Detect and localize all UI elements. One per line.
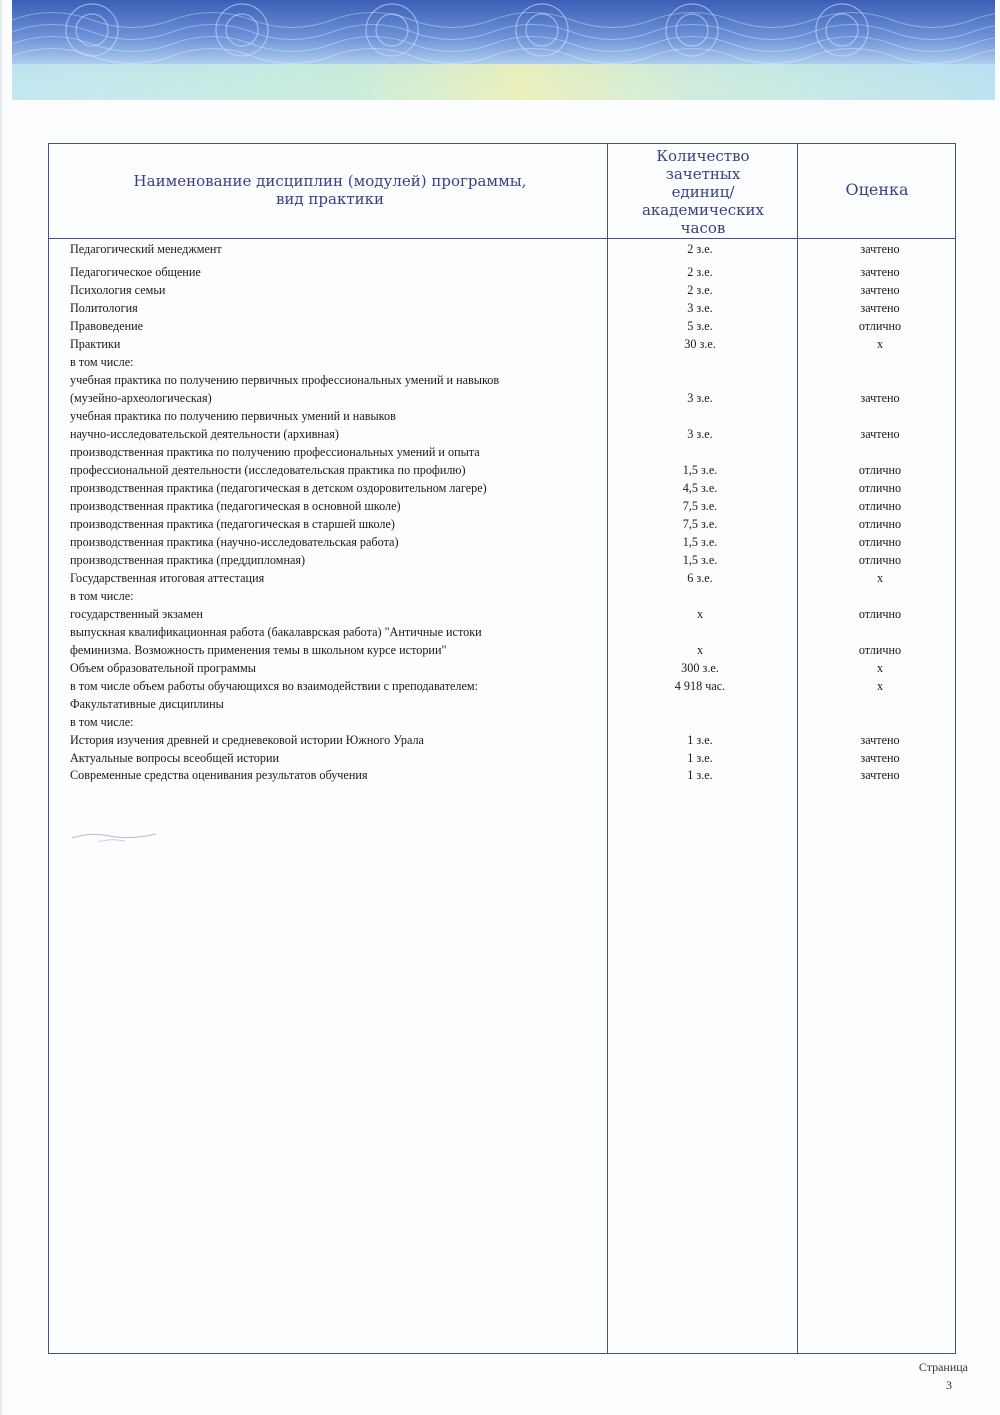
row-grade: зачтено bbox=[860, 427, 900, 441]
table-row bbox=[0, 750, 1000, 768]
table-row bbox=[0, 354, 1000, 372]
row-credits: 1,5 з.е. bbox=[682, 553, 718, 567]
table-row bbox=[0, 767, 1000, 785]
row-name: в том числе: bbox=[70, 589, 134, 603]
row-credits: 7,5 з.е. bbox=[682, 499, 718, 513]
row-name: Современные средства оценивания результатов обучения bbox=[70, 768, 368, 782]
row-name: выпускная квалификационная работа (бакалаврская работа) "Античные истоки bbox=[70, 625, 482, 639]
table-row bbox=[0, 696, 1000, 714]
row-name: в том числе: bbox=[70, 715, 134, 729]
row-name: производственная практика (педагогическая в детском оздоровительном лагере) bbox=[70, 481, 487, 495]
row-grade: х bbox=[876, 661, 884, 675]
row-name: Актуальные вопросы всеобщей истории bbox=[70, 751, 280, 765]
row-name: в том числе объем работы обучающихся во взаимодействии с преподавателем: bbox=[70, 679, 478, 693]
row-name: Практики bbox=[70, 337, 121, 351]
row-name: государственный экзамен bbox=[70, 607, 203, 621]
table-row bbox=[0, 552, 1000, 570]
row-credits: 6 з.е. bbox=[687, 571, 713, 585]
pen-mark bbox=[70, 826, 160, 846]
row-name: учебная практика по получению первичных умений и навыков bbox=[70, 409, 396, 423]
table-row bbox=[0, 498, 1000, 516]
row-credits: 1,5 з.е. bbox=[682, 463, 718, 477]
page-number: 3 bbox=[946, 1378, 952, 1392]
row-name: научно-исследовательской деятельности (архивная) bbox=[70, 427, 339, 441]
row-name: производственная практика (педагогическая в старшей школе) bbox=[70, 517, 395, 531]
row-name: Правоведение bbox=[70, 319, 144, 333]
row-credits: 3 з.е. bbox=[687, 301, 713, 315]
row-grade: отлично bbox=[858, 499, 902, 513]
row-grade: отлично bbox=[858, 553, 902, 567]
row-name: Педагогический менеджмент bbox=[70, 242, 222, 256]
table-row bbox=[0, 660, 1000, 678]
row-credits: 5 з.е. bbox=[687, 319, 713, 333]
table-row bbox=[0, 462, 1000, 480]
row-name: (музейно-археологическая) bbox=[70, 391, 212, 405]
row-credits: 2 з.е. bbox=[687, 242, 713, 256]
row-name: Педагогическое общение bbox=[70, 265, 201, 279]
row-credits: х bbox=[696, 607, 704, 621]
row-grade: зачтено bbox=[860, 265, 900, 279]
row-credits: х bbox=[696, 643, 704, 657]
security-banner bbox=[12, 0, 995, 100]
table-row bbox=[0, 426, 1000, 444]
row-name: производственная практика (педагогическая в основной школе) bbox=[70, 499, 401, 513]
row-name: Политология bbox=[70, 301, 138, 315]
table-row bbox=[0, 570, 1000, 588]
row-credits: 4,5 з.е. bbox=[682, 481, 718, 495]
row-name: Психология семьи bbox=[70, 283, 166, 297]
row-credits: 7,5 з.е. bbox=[682, 517, 718, 531]
row-credits: 1 з.е. bbox=[687, 768, 713, 782]
table-row bbox=[0, 732, 1000, 750]
table-row bbox=[0, 300, 1000, 318]
header-divider bbox=[48, 238, 956, 239]
row-credits: 30 з.е. bbox=[684, 337, 716, 351]
row-name: производственная практика (научно-исследовательская работа) bbox=[70, 535, 399, 549]
table-row bbox=[0, 678, 1000, 696]
row-credits: 2 з.е. bbox=[687, 265, 713, 279]
row-credits: 4 918 час. bbox=[674, 679, 726, 693]
page-footer bbox=[919, 1358, 968, 1394]
row-name: производственная практика по получению профессиональных умений и опыта bbox=[70, 445, 480, 459]
row-grade: отлично bbox=[858, 535, 902, 549]
row-grade: х bbox=[876, 337, 884, 351]
row-credits: 1 з.е. bbox=[687, 733, 713, 747]
table-row bbox=[0, 282, 1000, 300]
row-grade: х bbox=[876, 571, 884, 585]
table-row bbox=[0, 318, 1000, 336]
header-name: Наименование дисциплин (модулей) программы, вид практики bbox=[133, 172, 527, 208]
table-row bbox=[0, 588, 1000, 606]
row-name: учебная практика по получению первичных профессиональных умений и навыков bbox=[70, 373, 500, 387]
table-row bbox=[0, 336, 1000, 354]
row-credits: 1,5 з.е. bbox=[682, 535, 718, 549]
row-grade: х bbox=[876, 679, 884, 693]
row-grade: зачтено bbox=[860, 391, 900, 405]
row-grade: отлично bbox=[858, 481, 902, 495]
row-credits: 300 з.е. bbox=[681, 661, 719, 675]
header-grade: Оценка bbox=[845, 180, 909, 199]
table-row bbox=[0, 534, 1000, 552]
row-name: в том числе: bbox=[70, 355, 134, 369]
table-row bbox=[0, 264, 1000, 282]
row-grade: отлично bbox=[858, 319, 902, 333]
row-grade: зачтено bbox=[860, 733, 900, 747]
table-row bbox=[0, 408, 1000, 426]
row-grade: отлично bbox=[858, 607, 902, 621]
row-grade: отлично bbox=[858, 517, 902, 531]
row-name: История изучения древней и средневековой истории Южного Урала bbox=[70, 733, 424, 747]
table-row bbox=[0, 516, 1000, 534]
page-label: Страница bbox=[918, 1360, 968, 1374]
row-name: профессиональной деятельности (исследовательская практика по профилю) bbox=[70, 463, 466, 477]
row-grade: зачтено bbox=[860, 751, 900, 765]
table-row bbox=[0, 372, 1000, 390]
header-credits: Количество зачетных единиц/ академических часов bbox=[641, 147, 765, 237]
table-row bbox=[0, 624, 1000, 642]
row-grade: зачтено bbox=[860, 242, 900, 256]
row-name: Государственная итоговая аттестация bbox=[70, 571, 265, 585]
row-name: Факультативные дисциплины bbox=[70, 697, 224, 711]
row-grade: зачтено bbox=[860, 283, 900, 297]
row-credits: 1 з.е. bbox=[687, 751, 713, 765]
row-name: Объем образовательной программы bbox=[70, 661, 256, 675]
row-grade: зачтено bbox=[860, 301, 900, 315]
row-grade: отлично bbox=[858, 463, 902, 477]
table-row bbox=[0, 390, 1000, 408]
row-name: феминизма. Возможность применения темы в школьном курсе истории" bbox=[70, 643, 447, 657]
row-grade: зачтено bbox=[860, 768, 900, 782]
table-row bbox=[0, 444, 1000, 462]
table-row bbox=[0, 480, 1000, 498]
row-name: производственная практика (преддипломная) bbox=[70, 553, 306, 567]
table-row bbox=[0, 606, 1000, 624]
row-credits: 2 з.е. bbox=[687, 283, 713, 297]
row-grade: отлично bbox=[858, 643, 902, 657]
table-row bbox=[0, 714, 1000, 732]
table-row bbox=[0, 241, 1000, 259]
row-credits: 3 з.е. bbox=[687, 391, 713, 405]
row-credits: 3 з.е. bbox=[687, 427, 713, 441]
table-row bbox=[0, 642, 1000, 660]
